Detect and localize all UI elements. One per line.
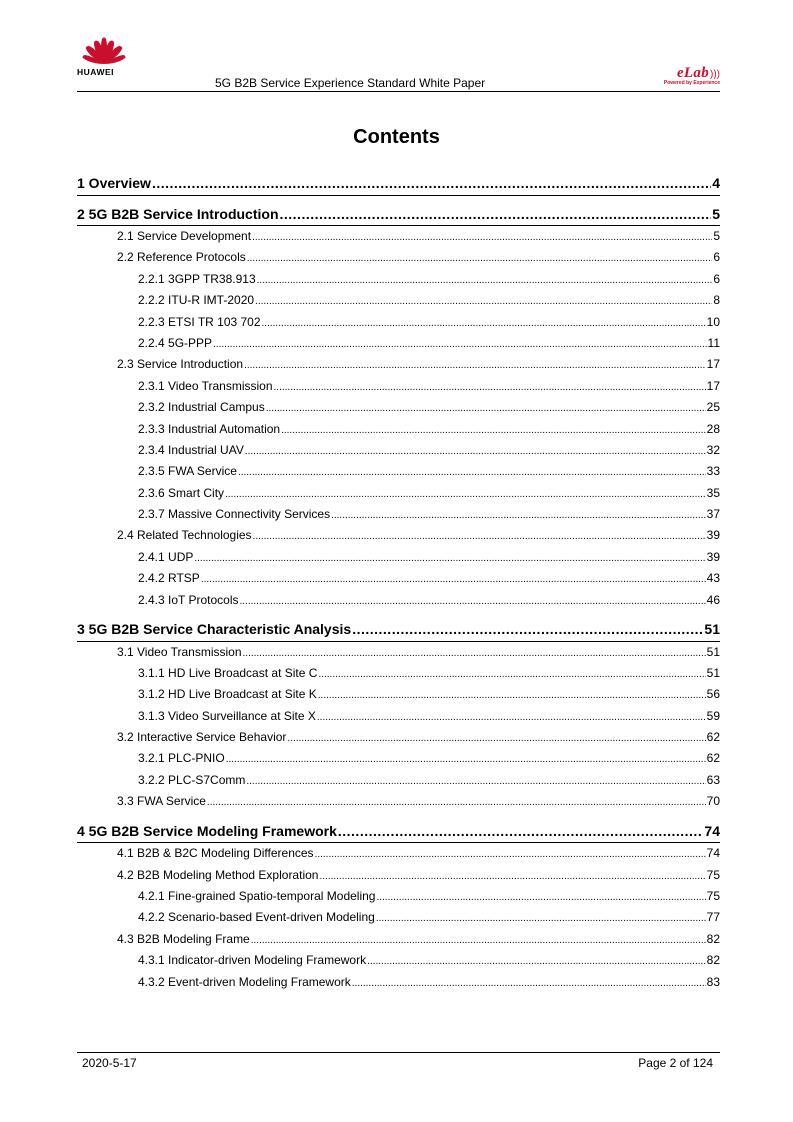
toc-leader-dots (376, 887, 705, 908)
toc-entry-label: 3.2 Interactive Service Behavior (117, 730, 287, 745)
signal-waves-icon: ))) (710, 69, 720, 80)
toc-entry-page: 77 (706, 910, 720, 925)
toc-leader-dots (317, 707, 706, 728)
toc-entry[interactable] (77, 440, 720, 461)
toc-entry[interactable] (77, 684, 720, 705)
toc-entry-label: 2.3.3 Industrial Automation (138, 421, 281, 436)
toc-leader-dots (318, 664, 705, 685)
toc-entry-page: 51 (706, 644, 720, 659)
toc-entry[interactable] (77, 907, 720, 928)
toc-entry-page: 83 (706, 974, 720, 989)
toc-leader-dots (207, 792, 706, 813)
toc-entry-page: 74 (706, 846, 720, 861)
toc-entry-page: 11 (707, 335, 720, 350)
toc-entry-page: 6 (713, 271, 720, 286)
toc-leader-dots (376, 908, 706, 929)
toc-entry-label: 2.1 Service Development (117, 229, 252, 243)
toc-leader-dots (281, 420, 706, 441)
toc-entry[interactable] (77, 642, 720, 663)
footer-date: 2020-5-17 (82, 1056, 137, 1070)
toc-leader-dots (255, 291, 712, 312)
toc-entry-label: 4.2.1 Fine-grained Spatio-temporal Modeling (138, 888, 376, 903)
toc-entry-page: 17 (706, 378, 720, 393)
toc-entry[interactable] (77, 843, 720, 864)
elab-logo (664, 64, 720, 86)
toc-entry-page: 17 (706, 357, 720, 372)
toc-entry-label: 4.2 B2B Modeling Method Exploration (117, 867, 319, 882)
toc-entry-label: 2.3 Service Introduction (117, 357, 244, 372)
toc-entry-label: 3.1.1 HD Live Broadcast at Site C (138, 665, 318, 680)
toc-entry[interactable] (77, 748, 720, 769)
toc-leader-dots (245, 441, 706, 462)
toc-entry-page: 51 (704, 621, 720, 638)
toc-entry-label: 2 5G B2B Service Introduction (77, 205, 279, 222)
toc-leader-dots (338, 821, 704, 843)
toc-entry-label: 3.1.2 HD Live Broadcast at Site K (138, 687, 317, 702)
toc-entry-page: 62 (706, 730, 720, 745)
toc-entry[interactable] (77, 525, 720, 546)
toc-entry-page: 82 (706, 931, 720, 946)
toc-entry-label: 4.2.2 Scenario-based Event-driven Modeling (138, 910, 375, 925)
toc-entry-label: 1 Overview (77, 175, 151, 191)
toc-entry[interactable] (77, 290, 720, 311)
logo-text: HUAWEI (77, 67, 114, 77)
toc-entry-page: 32 (706, 442, 720, 457)
toc-entry[interactable] (77, 269, 720, 290)
toc-entry-page: 82 (706, 953, 720, 968)
toc-entry[interactable] (77, 886, 720, 907)
toc-entry-label: 2.3.2 Industrial Campus (138, 400, 265, 415)
toc-entry[interactable] (77, 791, 720, 812)
toc-entry-label: 2.3.1 Video Transmission (138, 378, 273, 393)
toc-leader-dots (352, 973, 706, 994)
toc-leader-dots (252, 227, 712, 248)
toc-entry-label: 4 5G B2B Service Modeling Framework (77, 822, 337, 839)
toc-entry-page: 56 (706, 687, 720, 702)
toc-entry-page: 75 (706, 867, 720, 882)
toc-entry[interactable] (77, 821, 720, 844)
toc-leader-dots (319, 866, 705, 887)
toc-entry[interactable] (77, 663, 720, 684)
toc-leader-dots (257, 270, 713, 291)
toc-leader-dots (315, 844, 706, 865)
toc-entry[interactable] (77, 354, 720, 375)
toc-entry-label: 2.4.2 RTSP (138, 571, 200, 586)
toc-leader-dots (213, 334, 706, 355)
toc-entry[interactable] (77, 619, 720, 642)
toc-leader-dots (240, 591, 706, 612)
toc-entry-page: 5 (713, 229, 720, 243)
toc-leader-dots (253, 526, 706, 547)
toc-leader-dots (251, 930, 706, 951)
toc-entry[interactable] (77, 504, 720, 525)
huawei-flower-icon (79, 36, 129, 66)
toc-entry-label: 2.3.7 Massive Connectivity Services (138, 507, 331, 522)
toc-leader-dots (262, 313, 706, 334)
toc-entry-label: 2.2.1 3GPP TR38.913 (138, 271, 256, 286)
toc-entry-page: 51 (706, 665, 720, 680)
toc-entry[interactable] (77, 312, 720, 333)
table-of-contents (77, 168, 720, 993)
toc-leader-dots (287, 728, 705, 749)
toc-entry-label: 2.3.6 Smart City (138, 485, 225, 500)
toc-entry-page: 75 (706, 888, 720, 903)
toc-leader-dots (244, 355, 706, 376)
toc-entry-label: 2.2.2 ITU-R IMT-2020 (138, 293, 255, 308)
toc-entry-label: 3.2.2 PLC-S7Comm (138, 772, 246, 787)
toc-entry[interactable] (77, 727, 720, 748)
toc-entry[interactable] (77, 376, 720, 397)
toc-entry-label: 3.1 Video Transmission (117, 644, 242, 659)
toc-entry-label: 2.4.3 IoT Protocols (138, 592, 239, 607)
toc-entry-label: 3.3 FWA Service (117, 794, 206, 809)
toc-leader-dots (318, 685, 706, 706)
toc-entry-label: 3 5G B2B Service Characteristic Analysis (77, 621, 352, 638)
page-title: Contents (353, 126, 440, 148)
toc-leader-dots (152, 173, 711, 195)
toc-leader-dots (226, 749, 706, 770)
toc-entry[interactable] (77, 333, 720, 354)
toc-entry-page: 39 (706, 549, 720, 564)
toc-leader-dots (367, 951, 706, 972)
toc-leader-dots (194, 548, 705, 569)
toc-leader-dots (266, 398, 706, 419)
toc-entry-label: 4.3 B2B Modeling Frame (117, 931, 250, 946)
toc-entry-label: 3.1.3 Video Surveillance at Site X (138, 708, 316, 723)
toc-leader-dots (246, 771, 705, 792)
toc-entry-label: 4.3.1 Indicator-driven Modeling Framework (138, 953, 367, 968)
toc-leader-dots (274, 377, 706, 398)
toc-entry[interactable] (77, 483, 720, 504)
toc-entry[interactable] (77, 226, 720, 247)
toc-leader-dots (352, 619, 703, 641)
elab-tagline: Powered by Experience (663, 80, 720, 86)
elab-word: eLab (676, 65, 709, 81)
toc-entry[interactable] (77, 770, 720, 791)
toc-entry[interactable] (77, 865, 720, 886)
header-title: 5G B2B Service Experience Standard White Paper (215, 76, 486, 90)
toc-entry-page: 25 (706, 400, 720, 415)
toc-entry-page: 5 (712, 205, 720, 222)
toc-entry[interactable] (77, 929, 720, 950)
huawei-logo (77, 36, 127, 78)
toc-entry-page: 33 (706, 464, 720, 479)
toc-leader-dots (243, 643, 706, 664)
toc-entry-page: 74 (704, 822, 720, 839)
toc-entry-label: 2.4 Related Technologies (117, 528, 252, 543)
toc-entry-page: 10 (706, 314, 720, 329)
toc-entry-page: 37 (706, 507, 720, 522)
toc-entry[interactable] (77, 397, 720, 418)
toc-entry[interactable] (77, 247, 720, 268)
toc-entry-page: 8 (713, 293, 720, 308)
toc-entry-label: 4.3.2 Event-driven Modeling Framework (138, 974, 351, 989)
toc-entry-page: 39 (706, 528, 720, 543)
toc-leader-dots (201, 569, 706, 590)
toc-entry-page: 43 (706, 571, 720, 586)
toc-entry-label: 2.4.1 UDP (138, 549, 194, 564)
toc-entry-label: 2.3.4 Industrial UAV (138, 442, 244, 457)
toc-entry-page: 62 (706, 751, 720, 766)
toc-entry-page: 63 (706, 772, 720, 787)
toc-entry[interactable] (77, 568, 720, 589)
toc-entry-label: 4.1 B2B & B2C Modeling Differences (117, 846, 314, 861)
toc-entry-page: 6 (713, 250, 720, 265)
toc-entry[interactable] (77, 972, 720, 993)
toc-entry-page: 46 (706, 592, 720, 607)
toc-entry-page: 4 (712, 175, 720, 191)
toc-entry[interactable] (77, 590, 720, 611)
toc-entry-label: 2.2.4 5G-PPP (138, 335, 213, 350)
footer-divider (77, 1052, 720, 1053)
toc-entry-page: 35 (706, 485, 720, 500)
toc-entry-page: 28 (706, 421, 720, 436)
toc-entry-page: 70 (706, 794, 720, 809)
header-divider (77, 91, 720, 92)
toc-leader-dots (280, 204, 712, 226)
toc-entry[interactable] (77, 547, 720, 568)
toc-entry[interactable] (77, 204, 720, 227)
toc-entry[interactable] (77, 950, 720, 971)
toc-entry-label: 3.2.1 PLC-PNIO (138, 751, 225, 766)
toc-leader-dots (238, 462, 706, 483)
toc-entry-label: 2.2 Reference Protocols (117, 250, 246, 265)
toc-leader-dots (225, 484, 706, 505)
toc-entry[interactable] (77, 173, 720, 196)
toc-entry-page: 59 (706, 708, 720, 723)
toc-entry[interactable] (77, 706, 720, 727)
toc-leader-dots (331, 505, 706, 526)
toc-entry[interactable] (77, 461, 720, 482)
toc-leader-dots (247, 248, 713, 269)
toc-entry[interactable] (77, 419, 720, 440)
toc-entry-label: 2.3.5 FWA Service (138, 464, 237, 479)
toc-entry-label: 2.2.3 ETSI TR 103 702 (138, 314, 261, 329)
page-header (77, 36, 720, 91)
footer-page-number: Page 2 of 124 (638, 1056, 713, 1070)
